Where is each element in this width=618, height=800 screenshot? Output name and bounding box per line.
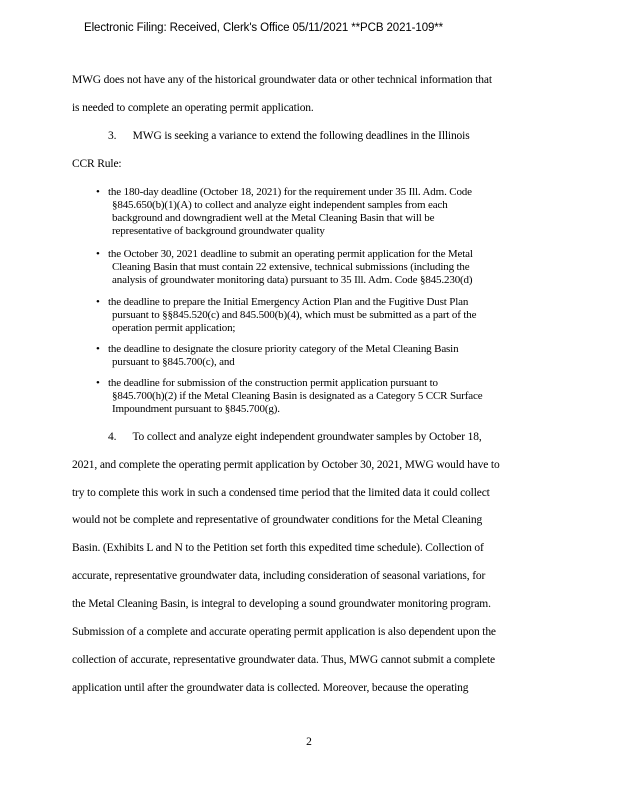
paragraph-line: 2021, and complete the operating permit application by October 30, 2021, MWG would have to xyxy=(72,459,500,471)
paragraph-line: collection of accurate, representative groundwater data. Thus, MWG cannot submit a complete xyxy=(72,654,495,666)
bullet-symbol: • xyxy=(96,377,100,389)
paragraph-line: Basin. (Exhibits L and N to the Petition set forth this expedited time schedule). Collection of xyxy=(72,542,484,554)
bullet-symbol: • xyxy=(96,186,100,198)
paragraph-line: the Metal Cleaning Basin, is integral to developing a sound groundwater monitoring program. xyxy=(72,598,491,610)
paragraph-line: application until after the groundwater data is collected. Moreover, because the operating xyxy=(72,682,469,694)
bullet-item xyxy=(96,377,483,416)
bullet-line: pursuant to §§845.520(c) and 845.500(b)(4), which must be submitted as a part of the xyxy=(112,309,477,321)
bullet-item xyxy=(96,296,477,335)
paragraph-line: accurate, representative groundwater data, including consideration of seasonal variations, for xyxy=(72,570,486,582)
paragraph-line: is needed to complete an operating permit application. xyxy=(72,102,314,114)
bullet-line: the deadline for submission of the construction permit application pursuant to xyxy=(108,377,438,389)
bullet-line: the deadline to prepare the Initial Emergency Action Plan and the Fugitive Dust Plan xyxy=(108,296,469,308)
bullet-line: representative of background groundwater quality xyxy=(112,225,325,237)
bullet-symbol: • xyxy=(96,248,100,260)
filing-header: Electronic Filing: Received, Clerk's Office 05/11/2021 **PCB 2021-109** xyxy=(84,22,444,34)
paragraph-line: 3. MWG is seeking a variance to extend the following deadlines in the Illinois xyxy=(108,130,470,142)
bullet-line: pursuant to §845.700(c), and xyxy=(112,356,235,368)
paragraph-line: try to complete this work in such a condensed time period that the limited data it could collect xyxy=(72,487,490,499)
bullet-line: §845.650(b)(1)(A) to collect and analyze eight independent samples from each xyxy=(112,199,448,211)
paragraph-line: MWG does not have any of the historical groundwater data or other technical information that xyxy=(72,74,492,86)
bullet-symbol: • xyxy=(96,343,100,355)
bullet-item xyxy=(96,248,473,287)
paragraph-line: would not be complete and representative of groundwater conditions for the Metal Cleaning xyxy=(72,514,483,526)
paragraph-line: Submission of a complete and accurate operating permit application is also dependent upon the xyxy=(72,626,496,638)
paragraph-line: CCR Rule: xyxy=(72,158,122,170)
bullet-line: background and downgradient well at the Metal Cleaning Basin that will be xyxy=(112,212,435,224)
bullet-line: analysis of groundwater monitoring data) pursuant to 35 Ill. Adm. Code §845.230(d) xyxy=(112,274,473,286)
bullet-line: Cleaning Basin that must contain 22 extensive, technical submissions (including the xyxy=(112,261,470,273)
bullet-line: operation permit application; xyxy=(112,322,236,334)
bullet-line: the deadline to designate the closure priority category of the Metal Cleaning Basin xyxy=(108,343,459,355)
bullet-item xyxy=(96,343,459,369)
bullet-item xyxy=(96,186,472,238)
bullet-line: the October 30, 2021 deadline to submit an operating permit application for the Metal xyxy=(108,248,473,260)
bullet-line: §845.700(h)(2) if the Metal Cleaning Basin is designated as a Category 5 CCR Surface xyxy=(112,390,483,402)
bullet-symbol: • xyxy=(96,296,100,308)
page-number: 2 xyxy=(306,736,312,748)
bullet-line: the 180-day deadline (October 18, 2021) for the requirement under 35 Ill. Adm. Code xyxy=(108,186,472,198)
bullet-line: Impoundment pursuant to §845.700(g). xyxy=(112,403,280,415)
paragraph-line: 4. To collect and analyze eight independent groundwater samples by October 18, xyxy=(108,431,482,443)
